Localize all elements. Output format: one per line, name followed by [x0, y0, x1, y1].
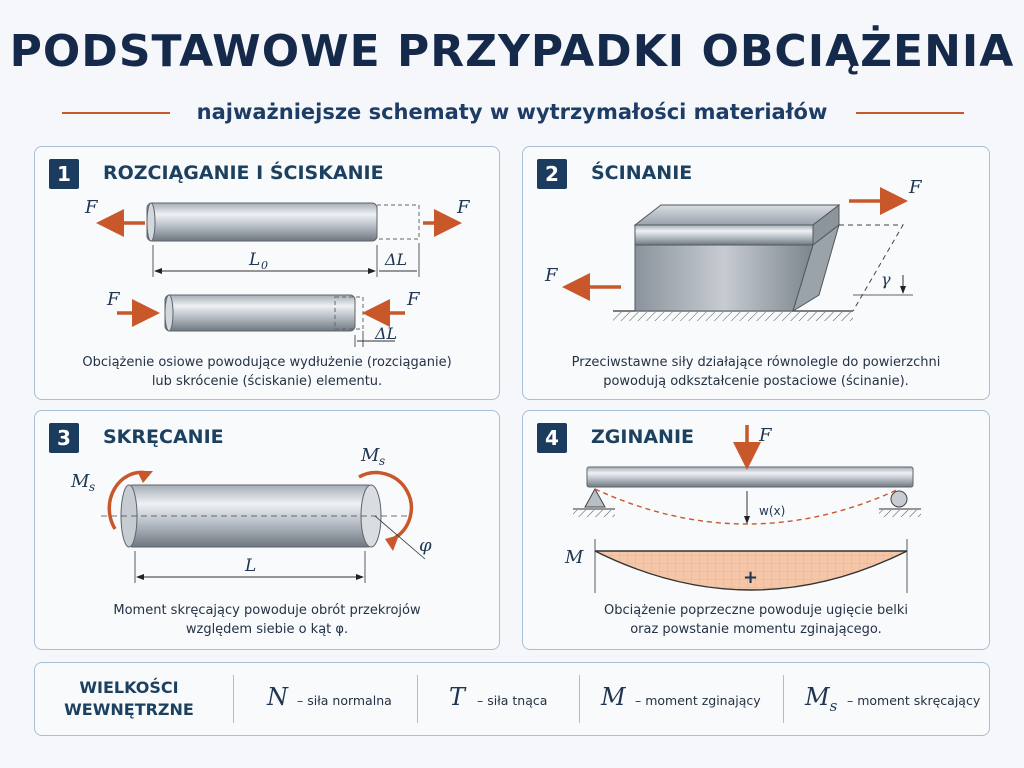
desc-line: oraz powstanie momentu zginającego.	[630, 622, 882, 637]
force-label: F	[909, 177, 922, 198]
panel-bending	[522, 410, 990, 650]
desc-line: Obciążenie osiowe powodujące wydłużenie (rozciąganie)	[82, 355, 452, 370]
desc-line: względem siebie o kąt φ.	[185, 622, 349, 637]
legend-divider	[233, 675, 234, 723]
ground-hatch	[613, 312, 853, 321]
twist-reference-line	[375, 516, 425, 559]
desc-line: Obciążenie poprzeczne powoduje ugięcie belki	[604, 603, 908, 618]
delta-label: ΔL	[375, 324, 398, 343]
page-subtitle: najważniejsze schematy w wytrzymałości materiałów	[196, 100, 828, 124]
shear-block-front	[635, 245, 813, 311]
undeformed-outline	[839, 225, 903, 311]
angle-label: γ	[881, 270, 891, 289]
panel-title: ŚCINANIE	[591, 162, 693, 184]
symbol-subscript: s	[829, 696, 838, 715]
panel-number-badge: 2	[537, 159, 567, 189]
panel-number-badge: 4	[537, 423, 567, 453]
support-hatch	[879, 510, 921, 517]
force-label: F	[407, 289, 420, 310]
force-label: F	[457, 197, 470, 218]
symbol-text: M	[805, 683, 830, 711]
subtitle-row	[0, 98, 1024, 128]
length-label-sub: 0	[261, 259, 268, 272]
subtitle-divider-right	[856, 112, 964, 114]
desc-line: Moment skręcający powoduje obrót przekrojów	[113, 603, 421, 618]
roller-support	[891, 491, 907, 507]
symbol-shear-force	[449, 683, 465, 711]
length-label: L	[249, 250, 261, 270]
panel-number-badge: 1	[49, 159, 79, 189]
panel-description	[523, 601, 989, 639]
symbol-description: – moment skręcający	[847, 693, 981, 708]
shear-block-top	[635, 205, 839, 225]
panel-torsion	[34, 410, 500, 650]
moment-label: M	[71, 471, 90, 492]
torque-arrowhead-right	[385, 535, 399, 551]
panel-number-badge: 3	[49, 423, 79, 453]
legend-divider	[417, 675, 418, 723]
length-label: L	[245, 556, 257, 576]
desc-line: lub skrócenie (ściskanie) elementu.	[151, 374, 383, 389]
symbol-description: – moment zginający	[635, 693, 761, 708]
elongation-outline	[377, 205, 419, 239]
moment-sign: +	[743, 567, 759, 588]
legend-title	[49, 677, 209, 721]
angle-label: φ	[419, 535, 432, 556]
legend-title-line: WEWNĘTRZNE	[64, 700, 194, 719]
moment-label: M	[361, 445, 380, 466]
moment-label-sub: s	[89, 480, 96, 494]
panel-title: ZGINANIE	[591, 426, 694, 448]
tension-bar-end	[147, 203, 155, 241]
desc-line: Przeciwstawne siły działające równolegle do powierzchni	[571, 355, 941, 370]
compression-bar-end	[165, 295, 173, 331]
legend-divider	[783, 675, 784, 723]
symbol-text: T	[449, 683, 466, 711]
panel-title: ROZCIĄGANIE I ŚCISKANIE	[103, 162, 384, 184]
panel-description	[35, 601, 499, 639]
beam	[587, 467, 913, 487]
symbol-bending-moment	[601, 683, 626, 711]
symbol-torsional-moment	[805, 683, 837, 715]
symbol-text: M	[601, 683, 626, 711]
moment-label-sub: s	[379, 454, 386, 468]
desc-line: powodują odkształcenie postaciowe (ścinanie).	[603, 374, 909, 389]
symbol-text: N	[267, 683, 288, 711]
panel-title: SKRĘCANIE	[103, 426, 224, 448]
panel-shear	[522, 146, 990, 400]
support-hatch	[573, 510, 615, 517]
internal-forces-legend	[34, 662, 990, 736]
panel-description	[523, 353, 989, 391]
force-label: F	[759, 425, 772, 446]
panel-description	[35, 353, 499, 391]
tension-bar	[147, 203, 377, 241]
force-label: F	[85, 197, 98, 218]
deflection-label: w(x)	[759, 504, 786, 518]
delta-label: ΔL	[385, 250, 408, 269]
pin-support	[585, 489, 605, 507]
shear-block-plate	[635, 225, 813, 245]
page-title: PODSTAWOWE PRZYPADKI OBCIĄŻENIA	[9, 26, 1015, 77]
legend-title-line: WIELKOŚCI	[79, 678, 179, 697]
force-label: F	[107, 289, 120, 310]
torque-arrowhead-left	[137, 471, 153, 483]
symbol-description: – siła tnąca	[477, 693, 548, 708]
legend-divider	[579, 675, 580, 723]
moment-label: M	[565, 547, 584, 568]
symbol-normal-force	[267, 683, 288, 711]
force-label: F	[545, 265, 558, 286]
compression-bar	[165, 295, 355, 331]
panel-tension-compression	[34, 146, 500, 400]
symbol-description: – siła normalna	[297, 693, 392, 708]
